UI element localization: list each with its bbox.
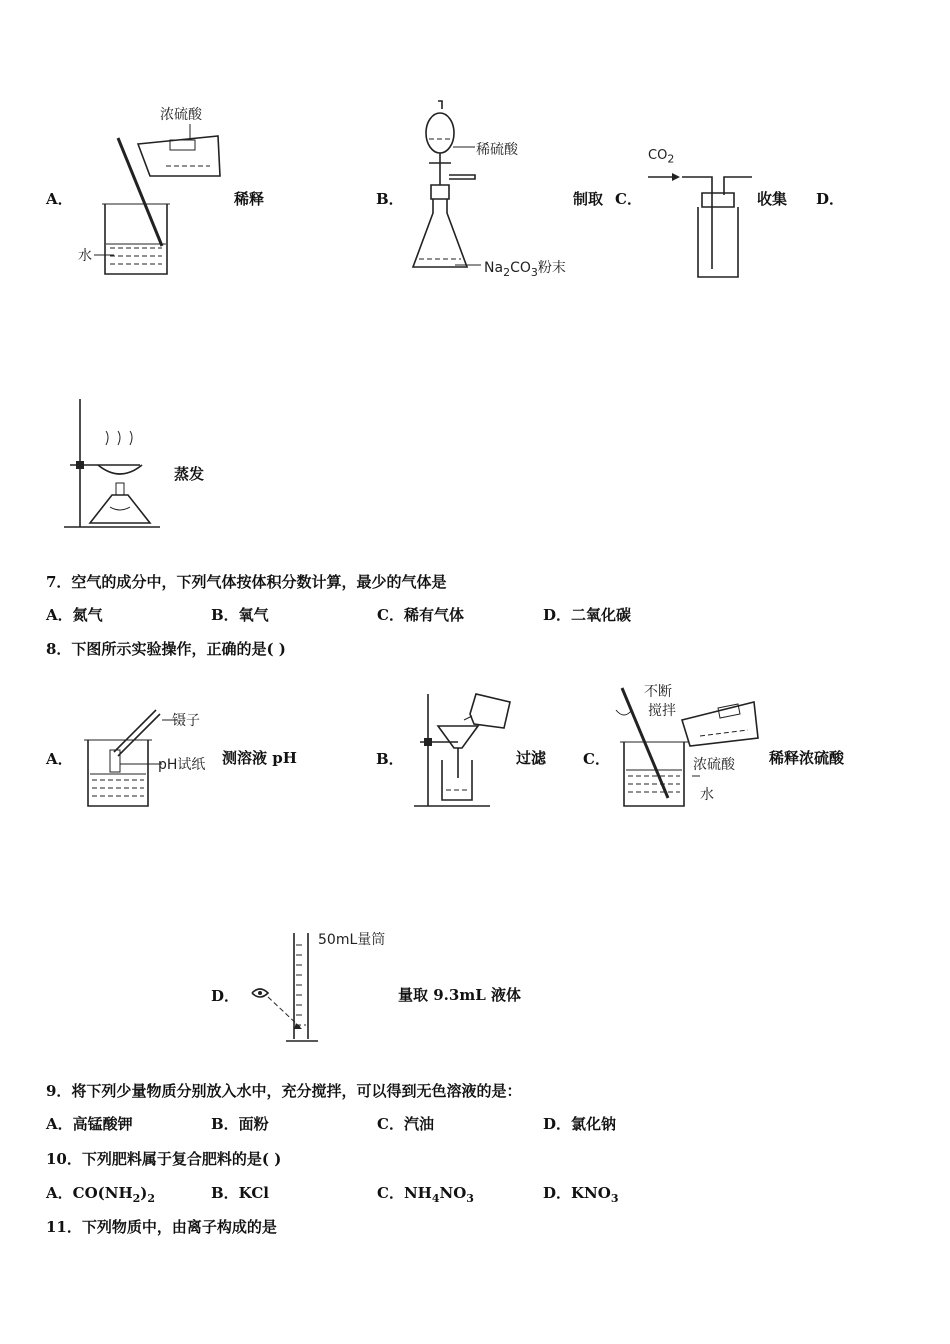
- q6-label-na2co3-powder: [484, 260, 566, 281]
- q8-label-ph-paper: pH试纸: [158, 757, 206, 773]
- q9-question: 9．将下列少量物质分别放入水中，充分搅拌，可以得到无色溶液的是：: [46, 1082, 522, 1100]
- q10-c-mid: NO: [439, 1184, 467, 1202]
- q8-caption-c: 稀释浓硫酸: [769, 749, 845, 767]
- co2-text: CO: [648, 148, 668, 163]
- q8-caption-d: 量取 9.3mL 液体: [398, 986, 521, 1004]
- q10-a-text: A．CO(NH: [46, 1184, 133, 1202]
- q6-label-acid: 浓硫酸: [160, 107, 202, 123]
- q10-option-d[interactable]: [543, 1184, 618, 1208]
- q8-caption-a: 测溶液 pH: [222, 749, 297, 767]
- q10-d-text: D．KNO: [543, 1184, 611, 1202]
- q10-option-c[interactable]: [377, 1184, 474, 1208]
- na-sub: 2: [503, 265, 511, 279]
- co-text: CO: [510, 260, 531, 276]
- q6-option-d-label[interactable]: D．: [816, 190, 845, 208]
- q6-option-b-label[interactable]: B．: [376, 190, 404, 208]
- powder-text: 粉末: [537, 260, 566, 276]
- q8-option-d-label[interactable]: D．: [211, 987, 240, 1005]
- q10-a-sub: 2: [132, 1192, 141, 1205]
- q8-figure-c-dilute: [610, 680, 770, 810]
- q10-question: 10．下列肥料属于复合肥料的是( ): [46, 1150, 282, 1168]
- q7-question: 7．空气的成分中，下列气体按体积分数计算，最少的气体是: [46, 573, 447, 591]
- q6-caption-d: 蒸发: [174, 465, 205, 483]
- q6-figure-a-dilute: [70, 100, 240, 280]
- q9-option-c[interactable]: C．汽油: [377, 1115, 434, 1133]
- q9-option-a[interactable]: A．高锰酸钾: [46, 1115, 133, 1133]
- q6-figure-c-collect: [640, 165, 760, 285]
- q8-label-water: 水: [700, 787, 714, 803]
- q6-label-water: 水: [78, 248, 92, 264]
- q10-c-sub2: 3: [466, 1192, 474, 1205]
- q8-option-a-label[interactable]: A．: [46, 750, 73, 768]
- q9-option-d[interactable]: D．氯化钠: [543, 1115, 617, 1133]
- q8-figure-b-filter: [410, 690, 520, 815]
- q6-label-dilute-acid: 稀硫酸: [476, 142, 518, 158]
- q8-option-c-label[interactable]: C．: [583, 750, 610, 768]
- q8-label-cylinder: 50mL量筒: [318, 932, 386, 948]
- na-text: Na: [484, 260, 504, 276]
- q8-caption-b: 过滤: [516, 749, 547, 767]
- q6-option-a-label[interactable]: A．: [46, 190, 73, 208]
- q11-question: 11．下列物质中，由离子构成的是: [46, 1218, 277, 1236]
- q6-caption-a: 稀释: [234, 190, 265, 208]
- q6-figure-d-evaporate: [60, 395, 170, 535]
- q10-option-b[interactable]: B．KCl: [211, 1184, 269, 1202]
- q7-option-c[interactable]: C．稀有气体: [377, 606, 464, 624]
- q9-option-b[interactable]: B．面粉: [211, 1115, 269, 1133]
- q7-option-b[interactable]: B．氧气: [211, 606, 269, 624]
- q10-a-sub2: 2: [147, 1192, 156, 1205]
- q6-caption-c: 收集: [757, 190, 788, 208]
- q8-label-stir-1: 不断: [644, 684, 672, 700]
- co-sub: 3: [530, 265, 538, 279]
- q10-option-a[interactable]: [46, 1184, 155, 1208]
- q10-d-sub: 3: [610, 1192, 619, 1205]
- q8-label-acid: 浓硫酸: [693, 757, 735, 773]
- q6-caption-b: 制取: [573, 190, 604, 208]
- q7-option-a[interactable]: A．氮气: [46, 606, 103, 624]
- q6-figure-b-generate: [405, 95, 575, 280]
- q10-c-sub: 4: [431, 1192, 440, 1205]
- q10-a-end: ): [140, 1184, 148, 1202]
- q6-option-c-label[interactable]: C．: [615, 190, 642, 208]
- q8-label-tweezers: 镊子: [172, 713, 200, 729]
- co2-sub: 2: [667, 152, 675, 166]
- q10-c-text: C．NH: [377, 1184, 432, 1202]
- q8-option-b-label[interactable]: B．: [376, 750, 404, 768]
- q8-question: 8．下图所示实验操作，正确的是( ): [46, 640, 286, 658]
- q7-option-d[interactable]: D．二氧化碳: [543, 606, 632, 624]
- q8-label-stir-2: 搅拌: [648, 703, 676, 719]
